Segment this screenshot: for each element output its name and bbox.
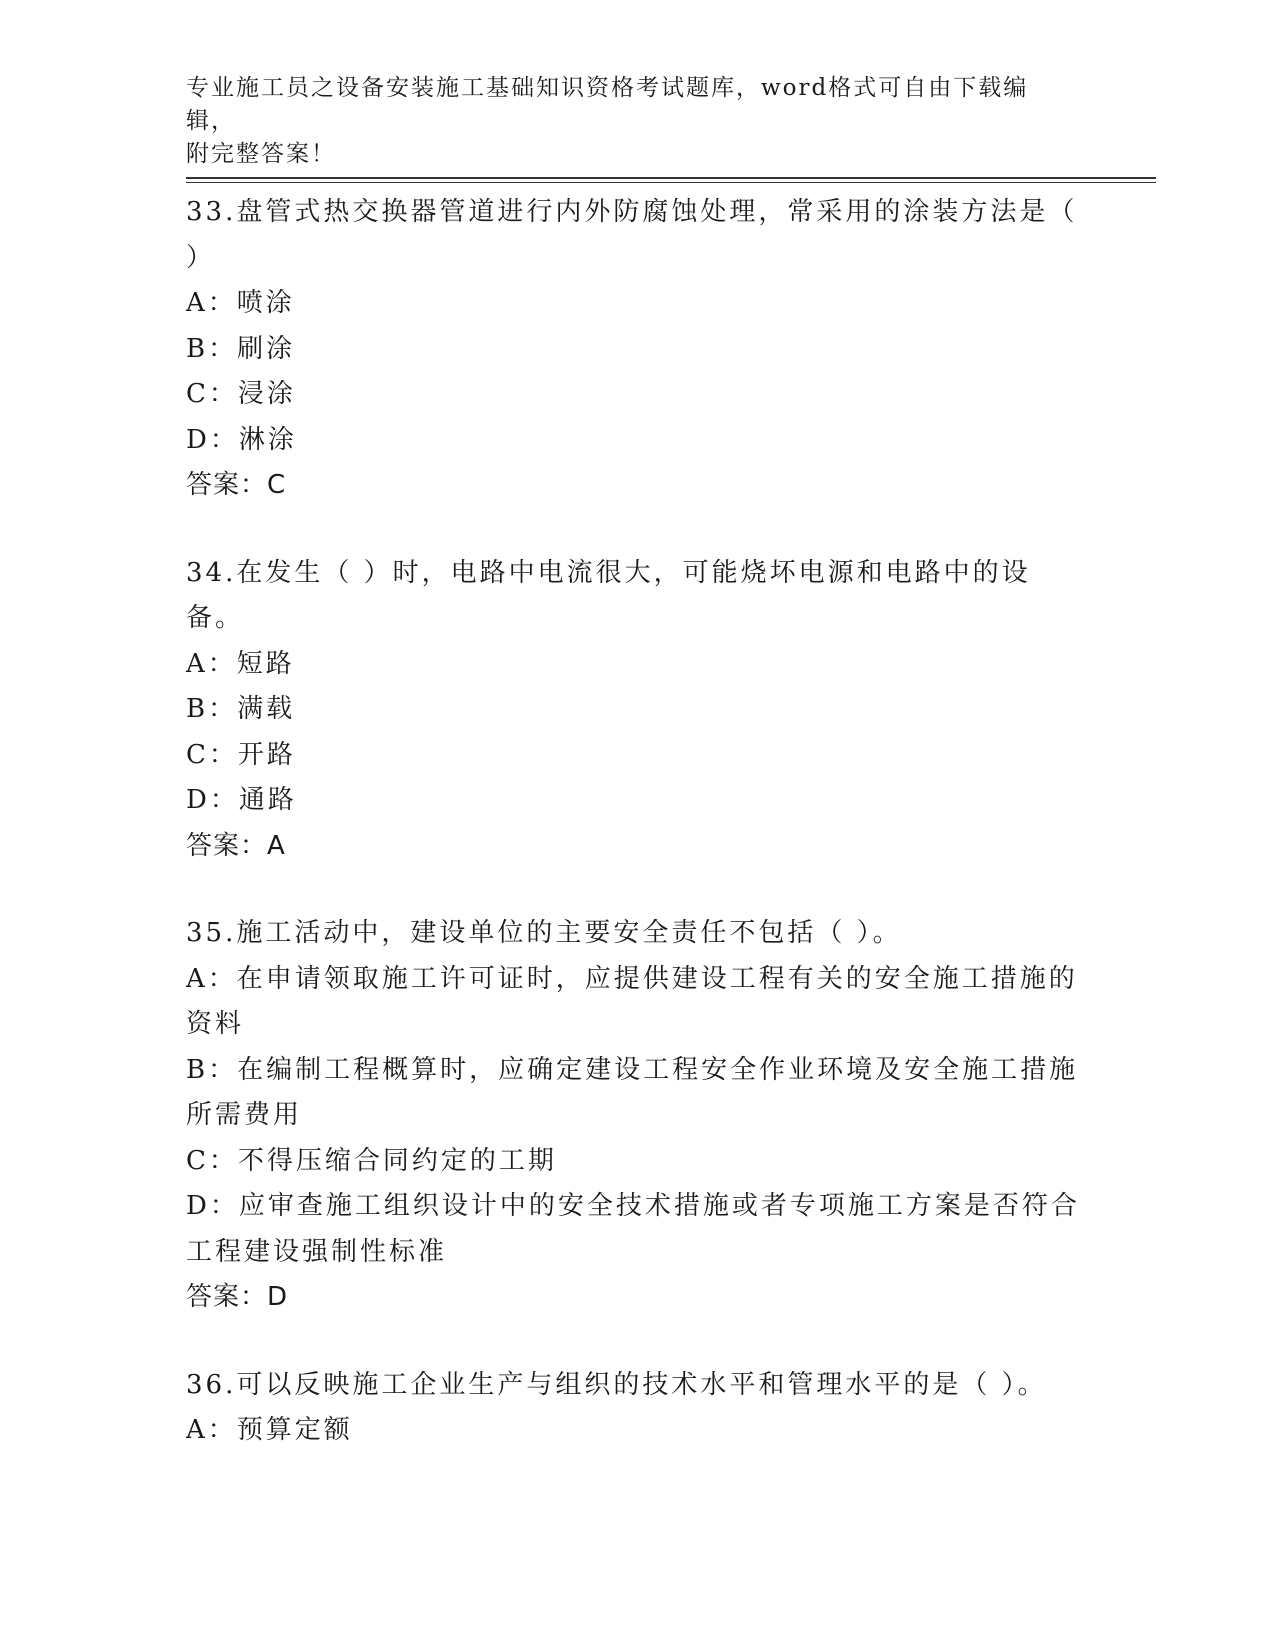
option-d: D：应审查施工组织设计中的安全技术措施或者专项施工方案是否符合工程建设强制性标准 xyxy=(186,1191,1080,1267)
header-line-2: 附完整答案！ xyxy=(186,141,336,167)
question-36 xyxy=(186,1363,1086,1454)
question-stem: 34.在发生（ ）时，电路中电流很大，可能烧坏电源和电路中的设备。 xyxy=(186,557,1031,633)
option-d: D：通路 xyxy=(186,785,297,815)
header-line-1: 专业施工员之设备安装施工基础知识资格考试题库，word格式可自由下载编辑， xyxy=(186,75,1029,134)
answer: 答案：C xyxy=(186,470,287,500)
option-a: A：喷涂 xyxy=(186,288,295,318)
document-header xyxy=(186,72,1066,171)
question-list xyxy=(186,190,1086,1496)
question-stem: 35.施工活动中，建设单位的主要安全责任不包括（ ）。 xyxy=(186,918,902,948)
answer: 答案：D xyxy=(186,1282,289,1312)
question-35 xyxy=(186,911,1086,1321)
option-b: B：刷涂 xyxy=(186,333,296,364)
question-stem: 36.可以反映施工企业生产与组织的技术水平和管理水平的是（ ）。 xyxy=(186,1369,1047,1400)
header-divider-thick xyxy=(186,177,1156,179)
option-b: B：在编制工程概算时，应确定建设工程安全作业环境及安全施工措施所需费用 xyxy=(186,1054,1079,1130)
header-divider-thin xyxy=(186,182,1156,183)
question-34 xyxy=(186,551,1086,870)
option-a: A：预算定额 xyxy=(186,1415,353,1445)
option-d: D：淋涂 xyxy=(186,424,297,455)
answer: 答案：A xyxy=(186,830,286,861)
option-b: B：满载 xyxy=(186,694,296,724)
question-stem: 33.盘管式热交换器管道进行内外防腐蚀处理，常采用的涂装方法是（ ） xyxy=(186,197,1078,273)
option-a: A：在申请领取施工许可证时，应提供建设工程有关的安全施工措施的资料 xyxy=(186,963,1078,1039)
option-c: C：不得压缩合同约定的工期 xyxy=(186,1145,557,1176)
question-33 xyxy=(186,190,1086,509)
option-c: C：开路 xyxy=(186,739,296,770)
option-a: A：短路 xyxy=(186,648,295,679)
option-c: C：浸涂 xyxy=(186,379,296,409)
